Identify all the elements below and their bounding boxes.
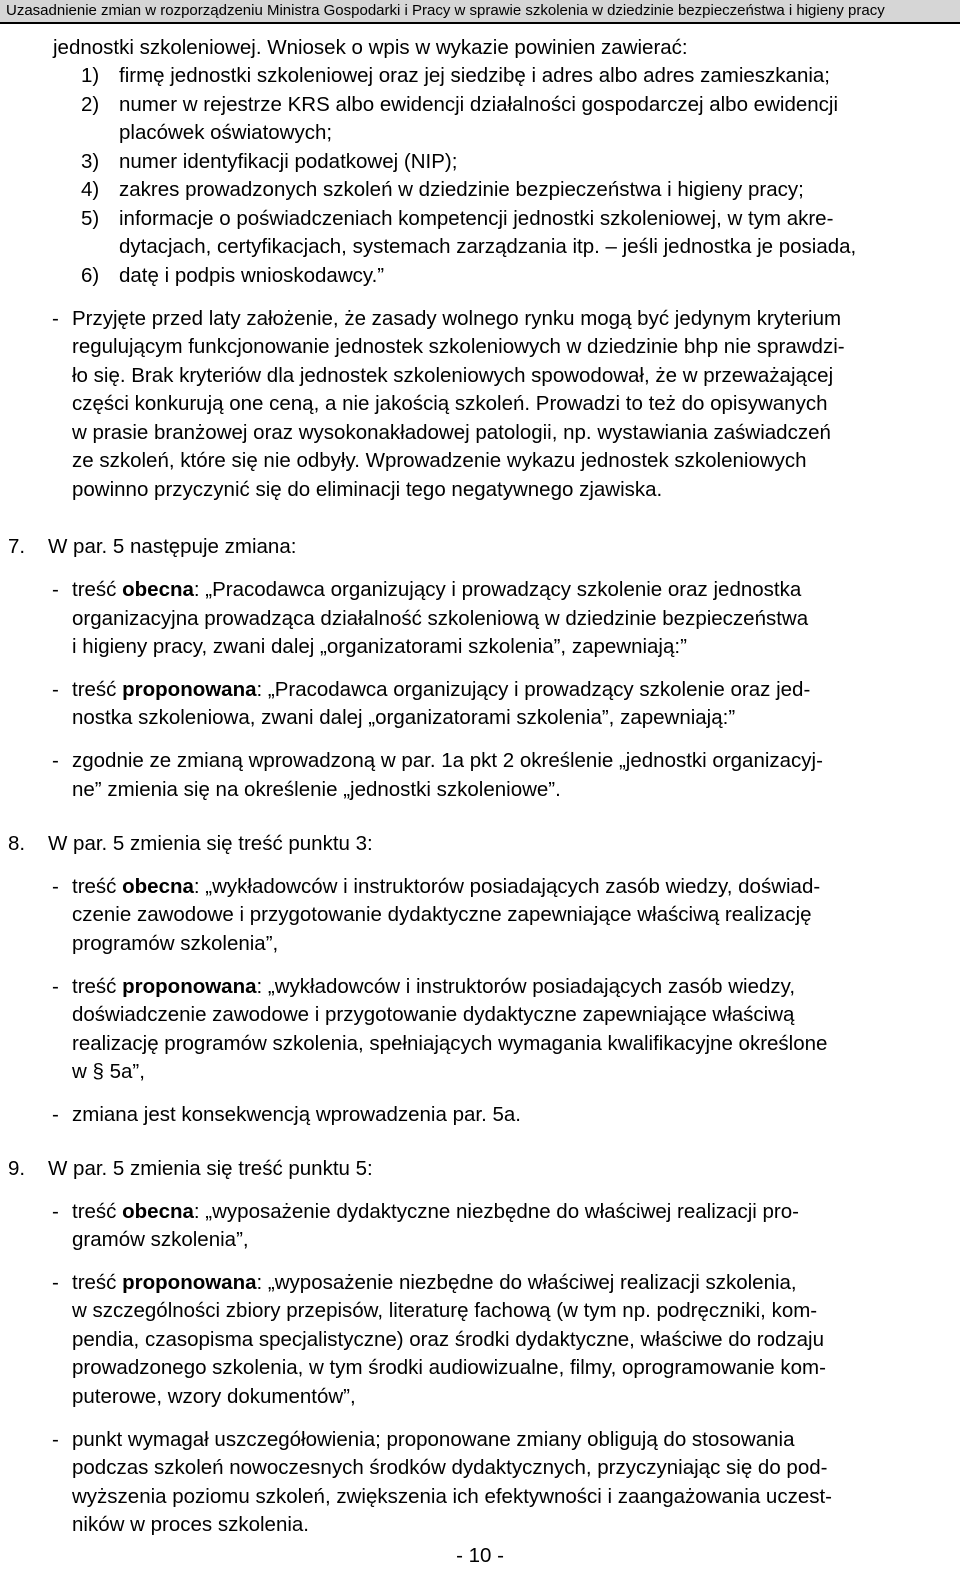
text-line: jednostki szkoleniowej. Wniosek o wpis w wykazie powinien zawierać:: [53, 36, 688, 59]
text-line: regulującym funkcjonowanie jednostek szkoleniowych w dziedzinie bhp nie sprawdzi-: [72, 335, 845, 358]
list-number: 5): [81, 207, 100, 230]
list-item-text: firmę jednostki szkoleniowej oraz jej siedzibę i adres albo adres zamieszkania;: [119, 64, 831, 87]
page-number: - 10 -: [456, 1544, 504, 1567]
list-item-text: dytacjach, certyfikacjach, systemach zarządzania itp. – jeśli jednostka je posiada,: [119, 235, 857, 258]
bullet-dash: -: [52, 1103, 59, 1126]
bullet-dash: -: [52, 749, 59, 772]
list-item-text: informacje o poświadczeniach kompetencji jednostki szkoleniowej, w tym akre-: [119, 207, 834, 230]
text-line: podczas szkoleń nowoczesnych środków dydaktycznych, przyczyniając się do pod-: [72, 1456, 828, 1479]
list-item-text: zakres prowadzonych szkoleń w dziedzinie bezpieczeństwa i higieny pracy;: [119, 178, 804, 201]
section-title: W par. 5 zmienia się treść punktu 3:: [48, 832, 373, 855]
text-line: ne” zmienia się na określenie „jednostki szkoleniowe”.: [72, 778, 561, 801]
list-number: 2): [81, 93, 100, 116]
bullet-dash: -: [52, 1428, 59, 1451]
text-line: treść obecna: „wyposażenie dydaktyczne niezbędne do właściwej realizacji pro-: [72, 1200, 799, 1223]
text-line: treść obecna: „wykładowców i instruktorów posiadających zasób wiedzy, doświad-: [72, 875, 821, 898]
bullet-dash: -: [52, 975, 59, 998]
section-title: W par. 5 zmienia się treść punktu 5:: [48, 1157, 373, 1180]
list-item-text: datę i podpis wnioskodawcy.”: [119, 264, 385, 287]
text-line: w § 5a”,: [72, 1060, 145, 1083]
section-title: W par. 5 następuje zmiana:: [48, 535, 297, 558]
list-number: 1): [81, 64, 100, 87]
text-line: treść proponowana: „wyposażenie niezbędne do właściwej realizacji szkolenia,: [72, 1271, 797, 1294]
text-line: ników w proces szkolenia.: [72, 1513, 309, 1536]
list-item-text: numer w rejestrze KRS albo ewidencji działalności gospodarczej albo ewidencji: [119, 93, 839, 116]
text-line: wyższenia poziomu szkoleń, zwiększenia ich efektywności i zaangażowania uczest-: [72, 1485, 832, 1508]
text-line: Przyjęte przed laty założenie, że zasady wolnego rynku mogą być jedynym kryterium: [72, 307, 842, 330]
text-line: organizacyjna prowadząca działalność szkoleniową w dziedzinie bezpieczeństwa: [72, 607, 809, 630]
text-line: puterowe, wzory dokumentów”,: [72, 1385, 356, 1408]
section-number: 7.: [8, 535, 26, 558]
bullet-dash: -: [52, 1200, 59, 1223]
text-line: prowadzonego szkolenia, w tym środki audiowizualne, filmy, oprogramowanie kom-: [72, 1356, 826, 1379]
bullet-dash: -: [52, 578, 59, 601]
text-line: zmiana jest konsekwencją wprowadzenia par. 5a.: [72, 1103, 521, 1126]
bullet-dash: -: [52, 875, 59, 898]
list-item-text: numer identyfikacji podatkowej (NIP);: [119, 150, 458, 173]
text-line: w prasie branżowej oraz wysokonakładowej patologii, np. wystawiania zaświadczeń: [72, 421, 831, 444]
text-line: i higieny pracy, zwani dalej „organizatorami szkolenia”, zapewniają:”: [72, 635, 687, 658]
list-number: 3): [81, 150, 100, 173]
text-line: części konkurują one ceną, a nie jakością szkoleń. Prowadzi to też do opisywanych: [72, 392, 828, 415]
list-number: 4): [81, 178, 100, 201]
text-line: powinno przyczynić się do eliminacji tego negatywnego zjawiska.: [72, 478, 663, 501]
text-line: pendia, czasopisma specjalistyczne) oraz środki dydaktyczne, właściwe do rodzaju: [72, 1328, 825, 1351]
text-line: czenie zawodowe i przygotowanie dydaktyczne zapewniające właściwą realizację: [72, 903, 812, 926]
text-line: doświadczenie zawodowe i przygotowanie dydaktyczne zapewniające właściwą: [72, 1003, 795, 1026]
bullet-dash: -: [52, 1271, 59, 1294]
section-number: 8.: [8, 832, 26, 855]
text-line: treść proponowana: „Pracodawca organizujący i prowadzący szkolenie oraz jed-: [72, 678, 811, 701]
text-line: nostka szkoleniowa, zwani dalej „organizatorami szkolenia”, zapewniają:”: [72, 706, 736, 729]
text-line: ze szkoleń, które się nie odbyły. Wprowadzenie wykazu jednostek szkoleniowych: [72, 449, 807, 472]
document-header: Uzasadnienie zmian w rozporządzeniu Ministra Gospodarki i Pracy w sprawie szkolenia w dziedzinie bezpieczeństwa i higieny pracy: [0, 0, 960, 24]
text-line: gramów szkolenia”,: [72, 1228, 249, 1251]
section-number: 9.: [8, 1157, 26, 1180]
text-line: punkt wymagał uszczegółowienia; proponowane zmiany obligują do stosowania: [72, 1428, 795, 1451]
text-line: treść obecna: „Pracodawca organizujący i prowadzący szkolenie oraz jednostka: [72, 578, 802, 601]
text-line: programów szkolenia”,: [72, 932, 279, 955]
list-number: 6): [81, 264, 100, 287]
list-item-text: placówek oświatowych;: [119, 121, 333, 144]
bullet-dash: -: [52, 678, 59, 701]
text-line: zgodnie ze zmianą wprowadzoną w par. 1a pkt 2 określenie „jednostki organizacyj-: [72, 749, 823, 772]
bullet-dash: -: [52, 307, 59, 330]
text-line: w szczególności zbiory przepisów, literaturę fachową (w tym np. podręczniki, kom-: [72, 1299, 818, 1322]
text-line: realizację programów szkolenia, spełniających wymagania kwalifikacyjne określone: [72, 1032, 828, 1055]
text-line: treść proponowana: „wykładowców i instruktorów posiadających zasób wiedzy,: [72, 975, 796, 998]
text-line: ło się. Brak kryteriów dla jednostek szkoleniowych spowodował, że w przeważającej: [72, 364, 834, 387]
